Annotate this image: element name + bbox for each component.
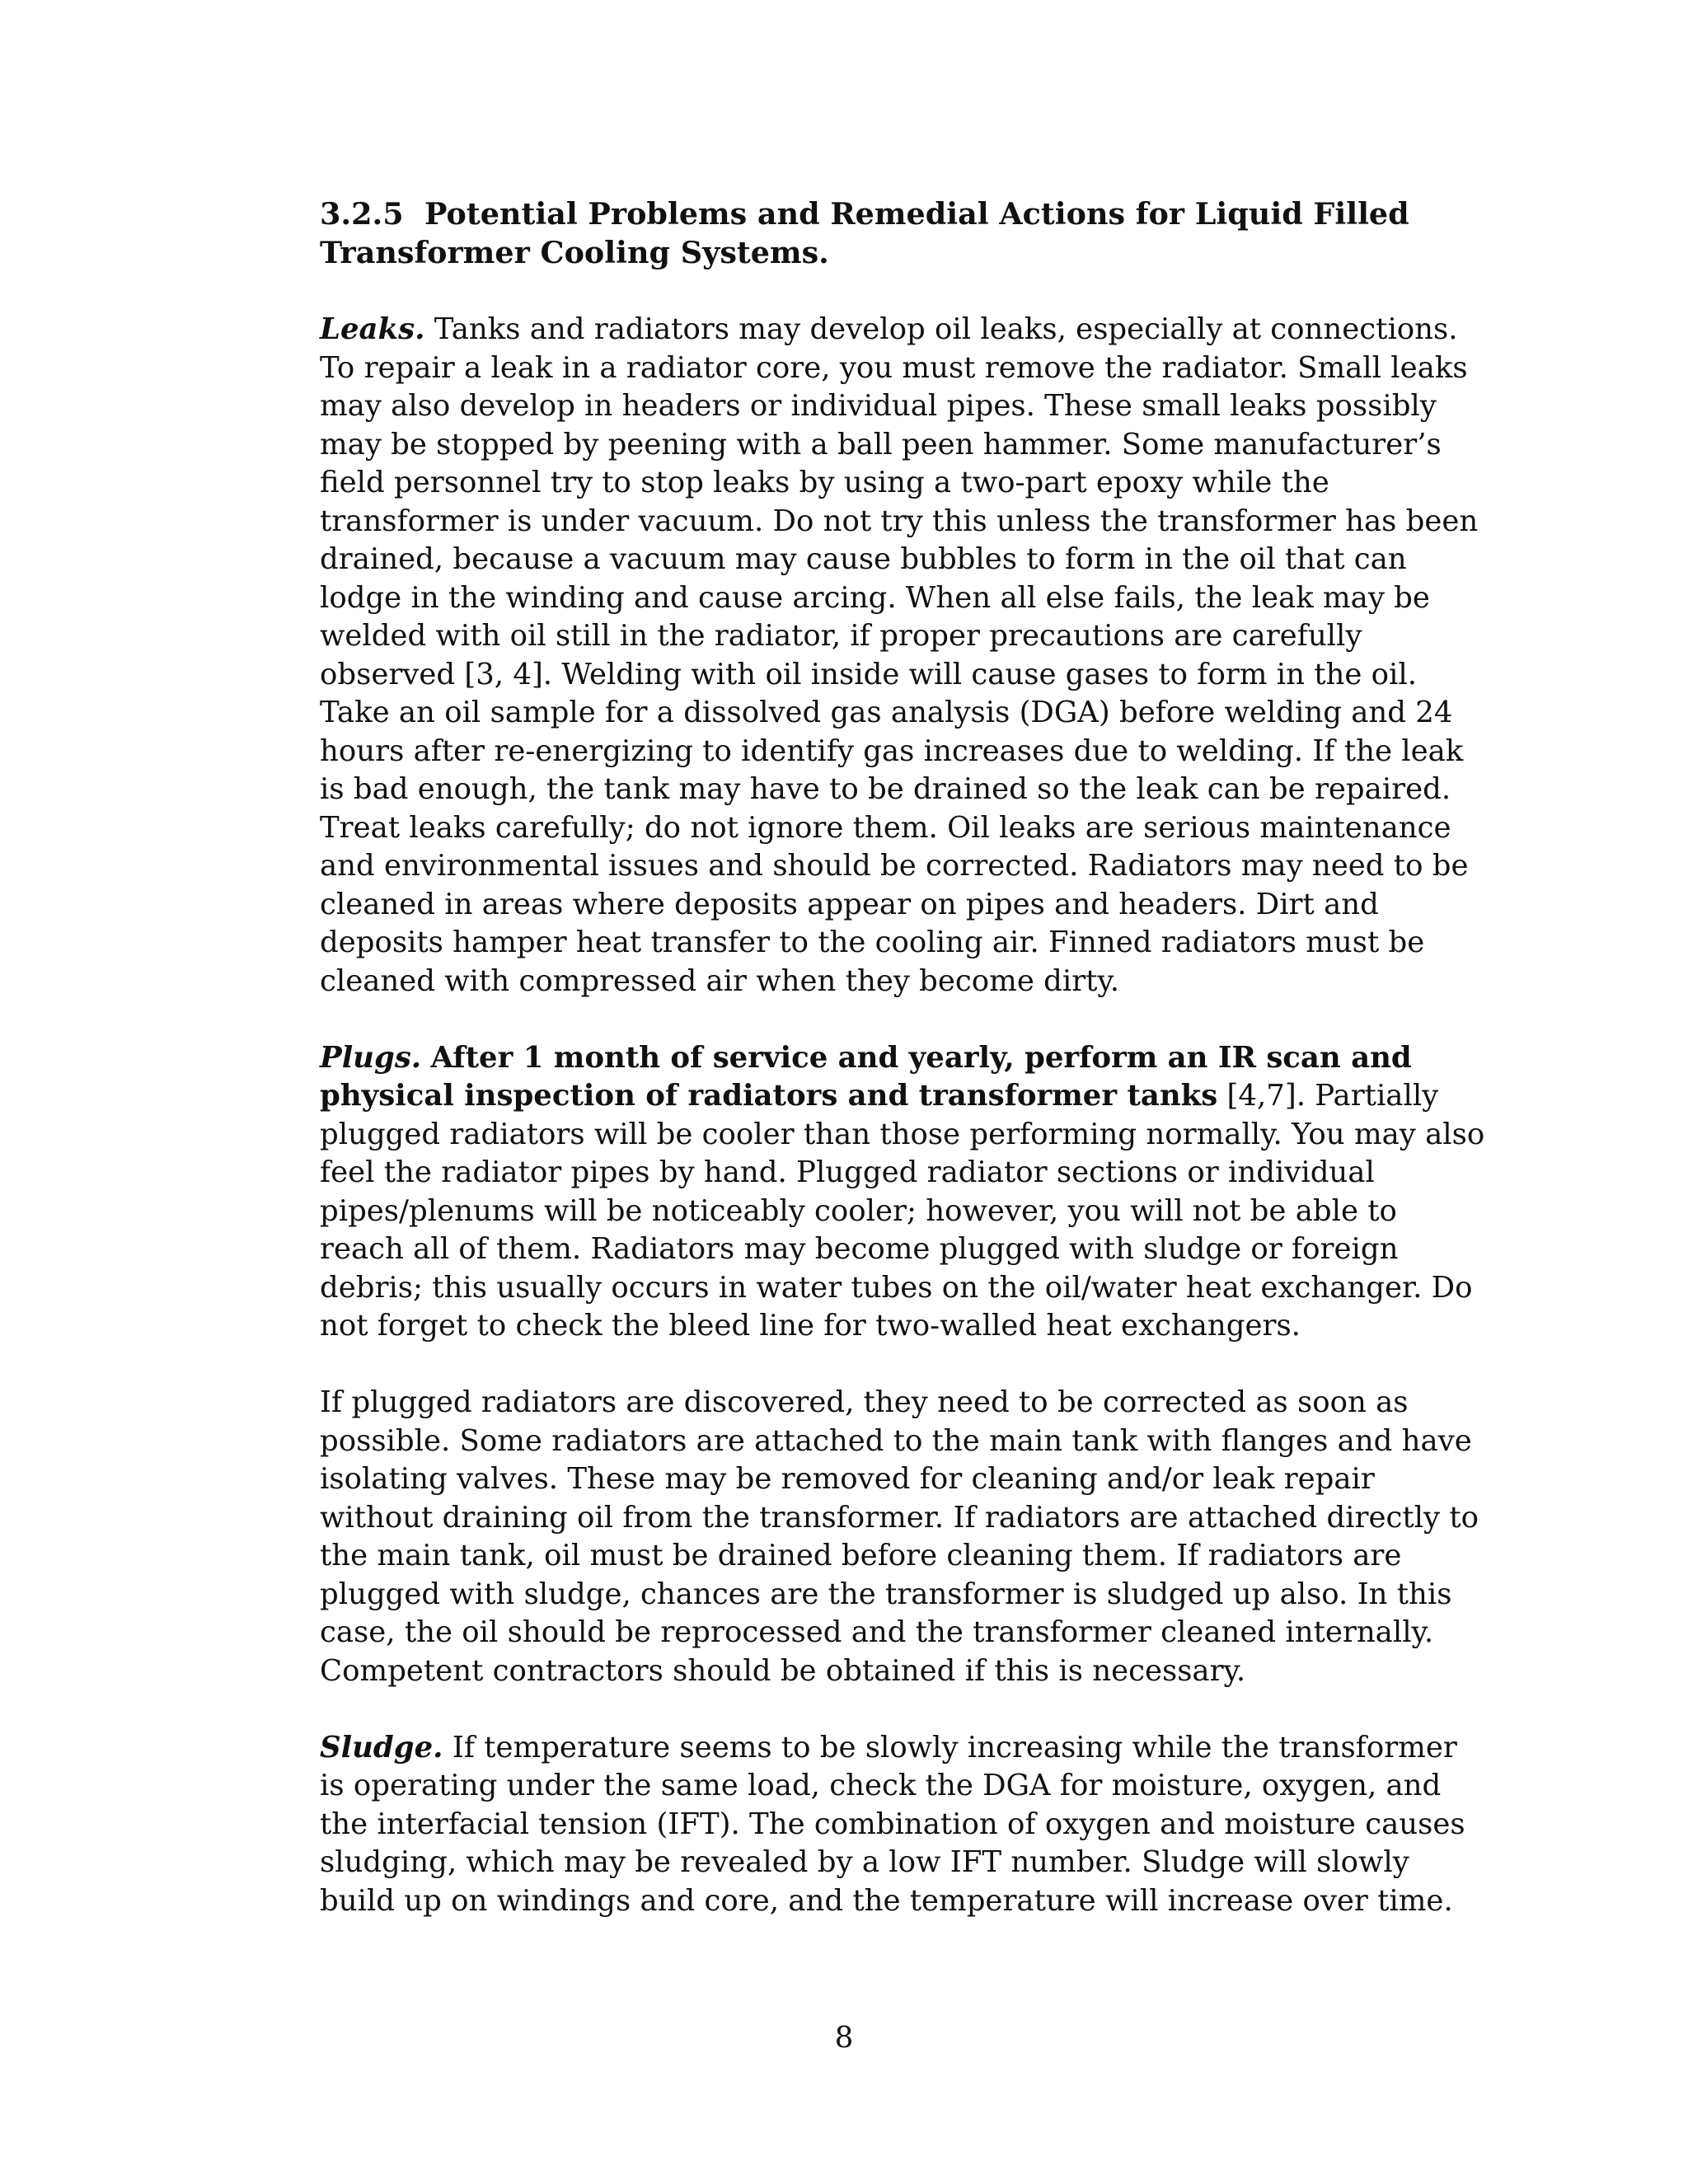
- paragraph-lead-leaks: Leaks.: [320, 312, 425, 346]
- section-heading: [320, 194, 1490, 272]
- document-page: [320, 194, 1490, 1959]
- section-number: 3.2.5: [320, 196, 404, 232]
- paragraph-plugged-radiators: [320, 1384, 1490, 1690]
- paragraph-body-plugged-radiators: If plugged radiators are discovered, they need to be corrected as soon as possible. Some radiators are attached to the main tank with flanges and have isolating valves. These may be removed for cleaning and/or leak repair without draining oil from the transformer. If radiators are attached directly to the main tank, oil must be drained before cleaning them. If radiators are plugged with sludge, chances are the transformer is sludged up also. In this case, the oil should be reprocessed and the transformer cleaned internally. Competent contractors should be obtained if this is necessary.: [320, 1385, 1479, 1688]
- paragraph-lead-sludge: Sludge.: [320, 1730, 443, 1765]
- section-title: Potential Problems and Remedial Actions for Liquid Filled Transformer Cooling Systems.: [320, 196, 1420, 270]
- paragraph-body-leaks: Tanks and radiators may develop oil leaks, especially at connections. To repair a leak in a radiator core, you must remove the radiator. Small leaks may also develop in headers or individual pipes. These small leaks possibly may be stopped by peening with a ball peen hammer. Some manufacturer’s field personnel try to stop leaks by using a two-part epoxy while the transformer is under vacuum. Do not try this unless the transformer has been drained, because a vacuum may cause bubbles to form in the oil that can lodge in the winding and cause arcing. When all else fails, the leak may be welded with oil still in the radiator, if proper precautions are carefully observed [3, 4]. Welding with oil inside will cause gases to form in the oil. Take an oil sample for a dissolved gas analysis (DGA) before welding and 24 hours after re-energizing to identify gas increases due to welding. If the leak is bad enough, the tank may have to be drained so the leak can be repaired. Treat leaks carefully; do not ignore them. Oil leaks are serious maintenance and environmental issues and should be corrected. Radiators may need to be cleaned in areas where deposits appear on pipes and headers. Dirt and deposits hamper heat transfer to the cooling air. Finned radiators must be cleaned with compressed air when they become dirty.: [320, 312, 1479, 998]
- paragraph-sludge: [320, 1729, 1490, 1921]
- paragraph-bold-plugs: After 1 month of service and yearly, perform an IR scan and physical inspection of radiators and transformer tanks: [320, 1040, 1412, 1113]
- page-number: 8: [834, 2021, 854, 2055]
- paragraph-body-sludge: If temperature seems to be slowly increasing while the transformer is operating under the same load, check the DGA for moisture, oxygen, and the interfacial tension (IFT). The combination of oxygen and moisture causes sludging, which may be revealed by a low IFT number. Sludge will slowly build up on windings and core, and the temperature will increase over time.: [320, 1730, 1465, 1918]
- paragraph-body-plugs: [4,7]. Partially plugged radiators will be cooler than those performing normally. You may also feel the radiator pipes by hand. Plugged radiator sections or individual pipes/plenums will be noticeably cooler; however, you will not be able to reach all of them. Radiators may become plugged with sludge or foreign debris; this usually occurs in water tubes on the oil/water heat exchanger. Do not forget to check the bleed line for two-walled heat exchangers.: [320, 1079, 1485, 1343]
- paragraph-plugs: [320, 1039, 1490, 1346]
- paragraph-leaks: [320, 311, 1490, 1001]
- paragraph-lead-plugs: Plugs.: [320, 1040, 422, 1075]
